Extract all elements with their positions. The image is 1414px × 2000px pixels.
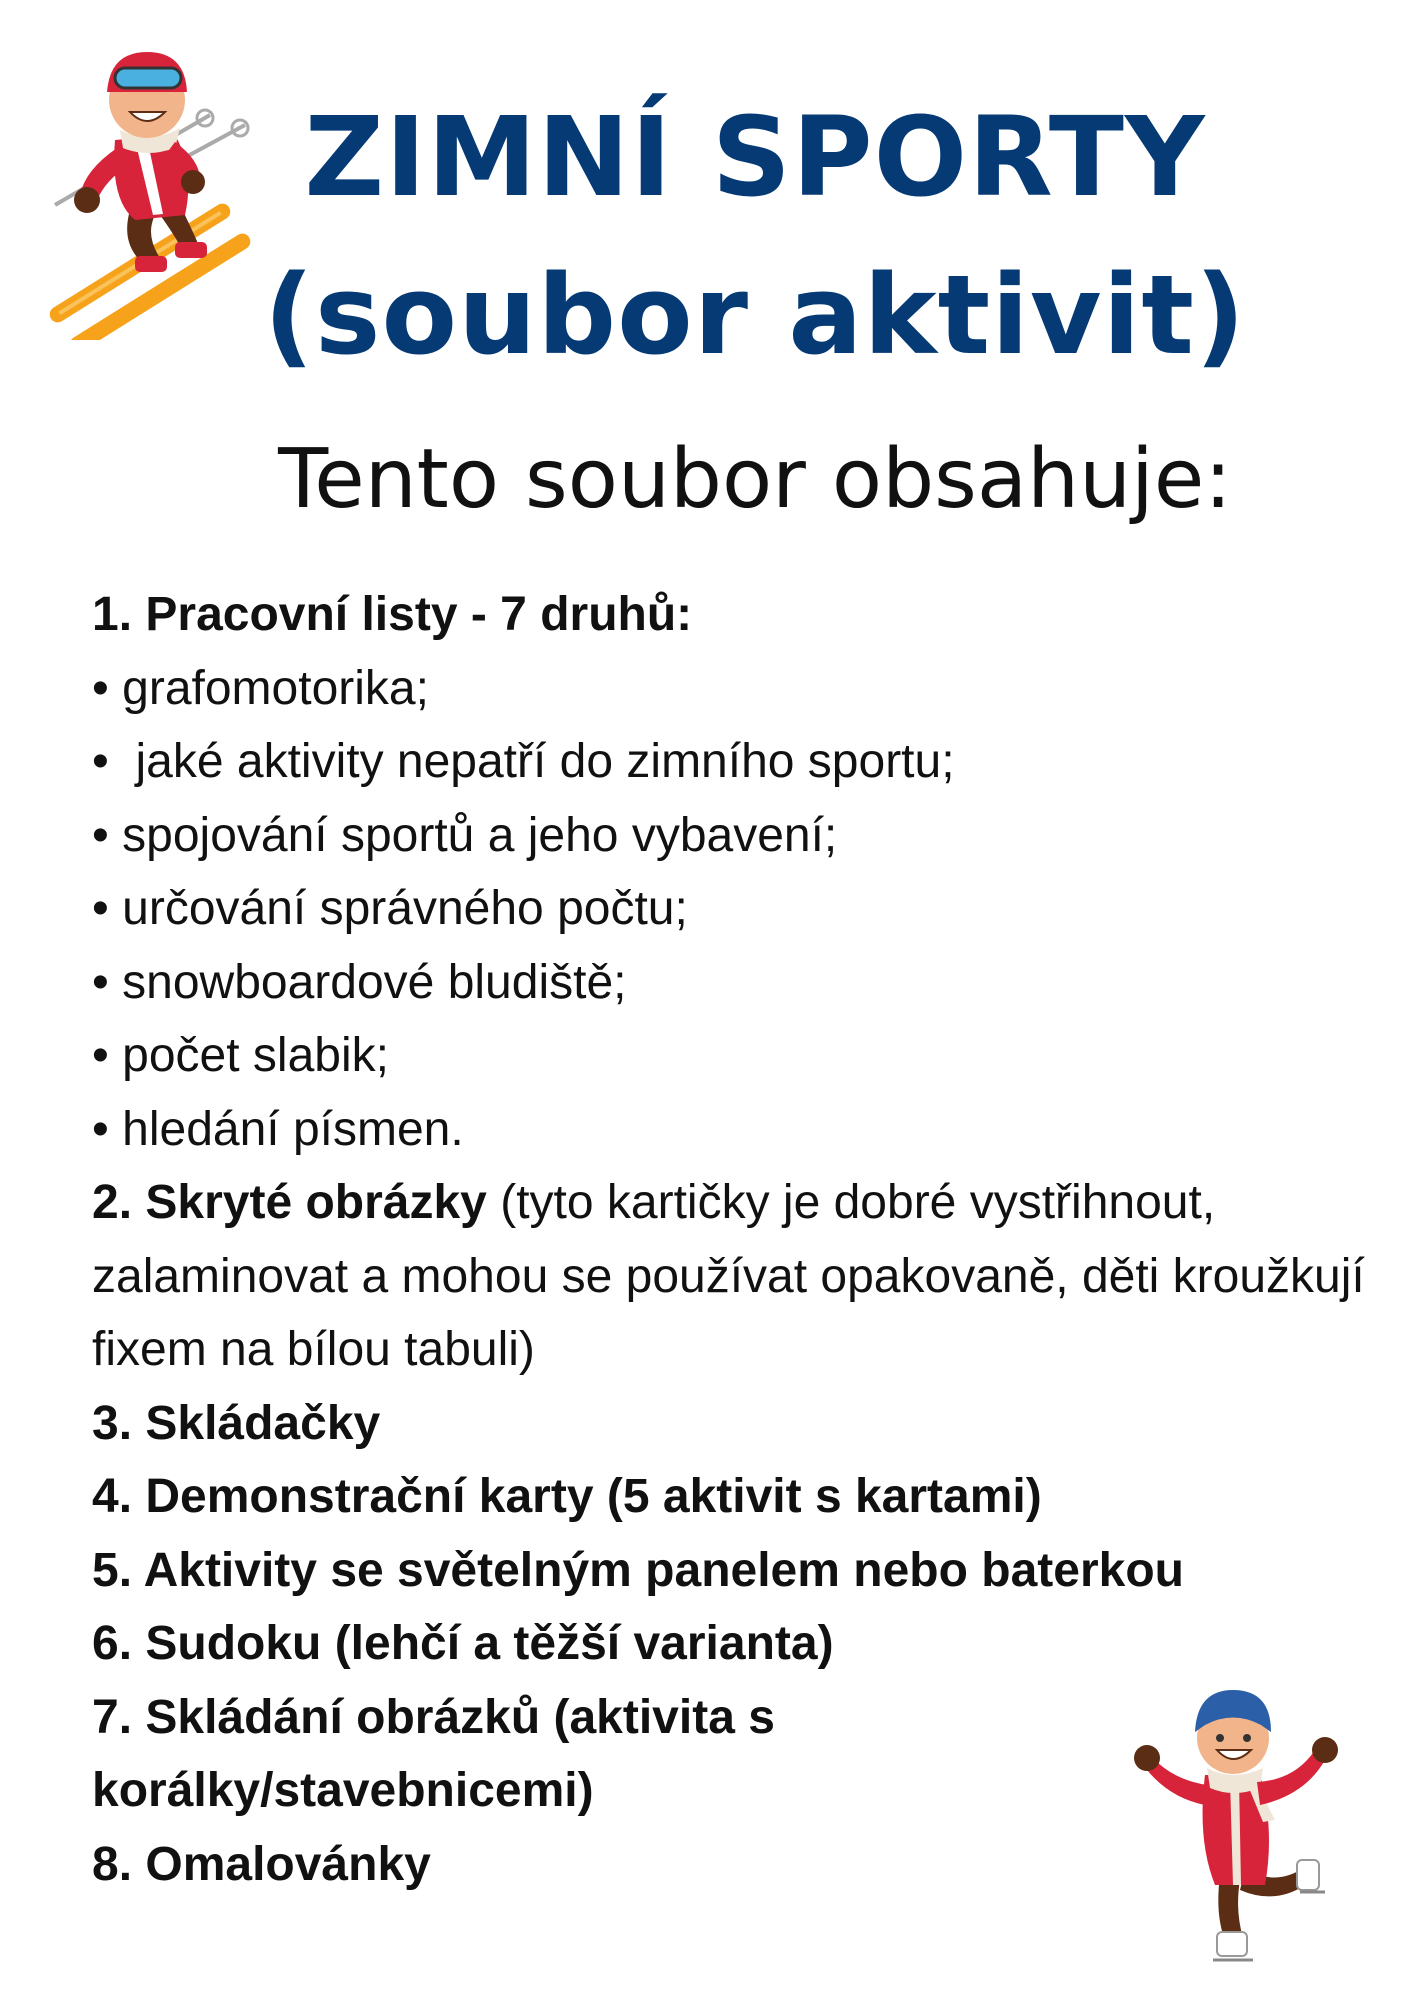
list-item-8: 8. Omalovánky bbox=[92, 1837, 431, 1891]
sub-item: • snowboardové bludiště; bbox=[92, 946, 1402, 1020]
list-item-7: 7. Skládání obrázků (aktivita s korálky/stavebnicemi) bbox=[92, 1690, 775, 1817]
sub-item: • počet slabik; bbox=[92, 1019, 1402, 1093]
sub-item: • grafomotorika; bbox=[92, 652, 1402, 726]
list-item-2 bbox=[92, 1166, 1402, 1387]
skier-icon bbox=[35, 30, 255, 340]
sub-item: • spojování sportů a jeho vybavení; bbox=[92, 799, 1402, 873]
sub-item: • jaké aktivity nepatří do zimního sportu; bbox=[92, 725, 1402, 799]
list-item-2-title: 2. Skryté obrázky bbox=[92, 1176, 487, 1229]
list-item-2-note: (tyto kartičky je dobré vystřihnout, zalaminovat a mohou se používat opakovaně, děti kroužkují fixem na bílou tabuli) bbox=[92, 1176, 1365, 1376]
list-item-5: 5. Aktivity se světelným panelem nebo baterkou bbox=[92, 1543, 1184, 1597]
sub-item: • určování správného počtu; bbox=[92, 872, 1402, 946]
ice-skater-icon bbox=[1125, 1670, 1355, 1980]
list-item-6: 6. Sudoku (lehčí a těžší varianta) bbox=[92, 1617, 834, 1670]
list-item-1: 1. Pracovní listy - 7 druhů: bbox=[92, 588, 693, 641]
page-title-line1: ZIMNÍ SPORTY bbox=[304, 93, 1206, 221]
sub-item: • hledání písmen. bbox=[92, 1093, 1402, 1167]
page-title-line2: (soubor aktivit) bbox=[263, 251, 1247, 379]
list-item-4: 4. Demonstrační karty (5 aktivit s kartami) bbox=[92, 1470, 1042, 1523]
subtitle: Tento soubor obsahuje: bbox=[278, 432, 1232, 527]
list-item-3: 3. Skládačky bbox=[92, 1396, 381, 1450]
